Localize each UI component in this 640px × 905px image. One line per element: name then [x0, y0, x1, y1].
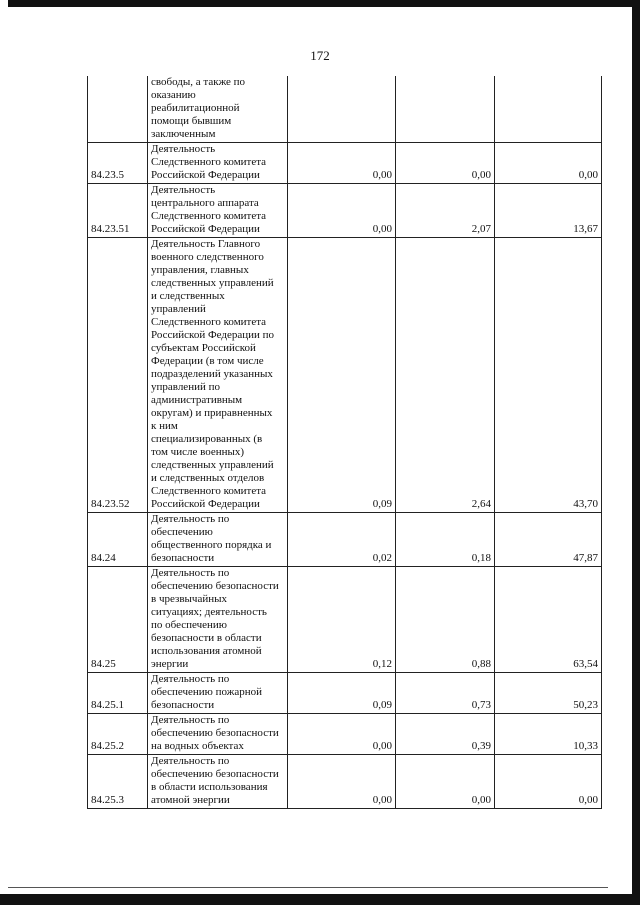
row-value-1: 0,00: [288, 714, 396, 755]
page-number: 172: [310, 48, 330, 63]
table-row: [88, 76, 602, 143]
row-value-1: 0,00: [288, 143, 396, 184]
row-name: [148, 143, 288, 184]
row-value-2: 0,00: [396, 143, 495, 184]
row-code: 84.23.52: [88, 238, 148, 513]
row-name-text: свободы, а также по оказанию реабилитационной помощи бывшим заключенным: [151, 76, 246, 140]
row-name-text: Деятельность по обеспечению безопасности в области использования атомной энергии: [151, 755, 279, 806]
row-name: [148, 184, 288, 238]
row-value-2: 0,39: [396, 714, 495, 755]
row-value-3: 47,87: [495, 513, 602, 567]
row-name-text: Деятельность Главного военного следственного управления, главных следственных управлений и следственных управлений Следственного комитета Российской Федерации по субъектам Российской Федерации (в том числе подразделений указанных управлений по административным округам) и приравненных к ним специализированных (в том числе военных) следственных управлений и следственных отделов Следственного комитета Российской Федерации: [151, 238, 275, 510]
row-name: [148, 238, 288, 513]
row-value-1: 0,09: [288, 673, 396, 714]
row-name: [148, 567, 288, 673]
row-name-text: Деятельность по обеспечению безопасности в чрезвычайных ситуациях; деятельность по обеспечению безопасности в области использования атомной энергии: [151, 567, 279, 670]
table-row: [88, 755, 602, 809]
row-value-2: 0,18: [396, 513, 495, 567]
row-value-2: 0,73: [396, 673, 495, 714]
scan-border-bottom: [0, 894, 640, 905]
row-value-2: 2,64: [396, 238, 495, 513]
row-value-3: 0,00: [495, 755, 602, 809]
row-name: [148, 714, 288, 755]
row-value-1: 0,00: [288, 755, 396, 809]
row-code: 84.23.51: [88, 184, 148, 238]
row-value-3: [495, 76, 602, 143]
row-value-1: 0,02: [288, 513, 396, 567]
table-row: [88, 238, 602, 513]
row-name: [148, 76, 288, 143]
table-row: [88, 513, 602, 567]
table-row: [88, 184, 602, 238]
row-value-3: 0,00: [495, 143, 602, 184]
row-name-text: Деятельность по обеспечению общественного порядка и безопасности: [151, 513, 272, 564]
table-row: [88, 714, 602, 755]
row-value-3: 50,23: [495, 673, 602, 714]
row-value-1: 0,12: [288, 567, 396, 673]
row-code: 84.25.1: [88, 673, 148, 714]
row-value-3: 13,67: [495, 184, 602, 238]
scan-border-right: [632, 0, 640, 905]
row-name: [148, 755, 288, 809]
row-code: 84.25.2: [88, 714, 148, 755]
classification-table: [87, 76, 602, 809]
row-code: 84.24: [88, 513, 148, 567]
row-code: [88, 76, 148, 143]
table-row: [88, 143, 602, 184]
row-name-text: Деятельность по обеспечению пожарной безопасности: [151, 673, 263, 711]
row-value-1: 0,09: [288, 238, 396, 513]
row-value-2: 0,00: [396, 755, 495, 809]
row-value-3: 10,33: [495, 714, 602, 755]
row-code: 84.25: [88, 567, 148, 673]
row-value-3: 63,54: [495, 567, 602, 673]
row-value-2: [396, 76, 495, 143]
row-value-2: 0,88: [396, 567, 495, 673]
row-name: [148, 673, 288, 714]
table-row: [88, 673, 602, 714]
row-name-text: Деятельность по обеспечению безопасности на водных объектах: [151, 714, 279, 752]
row-code: 84.23.5: [88, 143, 148, 184]
row-value-2: 2,07: [396, 184, 495, 238]
bottom-rule: [8, 887, 608, 888]
row-name: [148, 513, 288, 567]
row-code: 84.25.3: [88, 755, 148, 809]
row-value-1: [288, 76, 396, 143]
table-body: [88, 76, 602, 809]
row-value-1: 0,00: [288, 184, 396, 238]
row-name-text: Деятельность Следственного комитета Российской Федерации: [151, 143, 267, 181]
row-name-text: Деятельность центрального аппарата Следственного комитета Российской Федерации: [151, 184, 267, 235]
row-value-3: 43,70: [495, 238, 602, 513]
table-row: [88, 567, 602, 673]
scan-border-top: [8, 0, 640, 7]
